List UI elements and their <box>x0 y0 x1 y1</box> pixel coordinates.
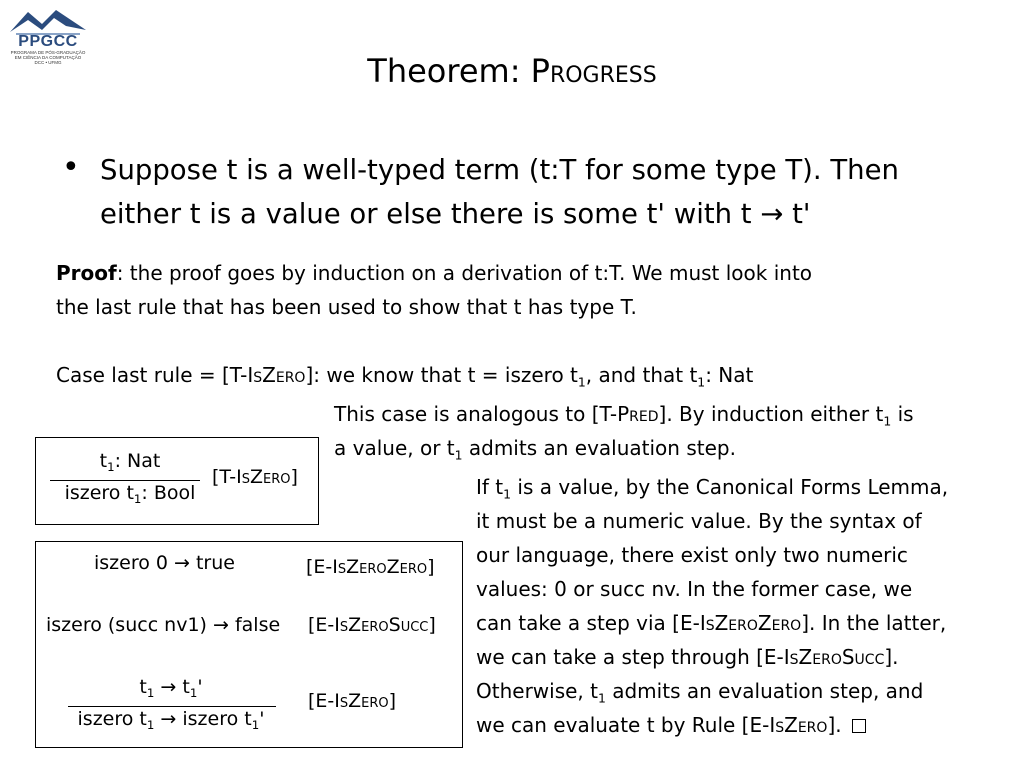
theorem-statement: Suppose t is a well-typed term (t:T for some type T). Then either t is a value or else there is some t' with t → t' <box>100 154 899 230</box>
bullet-dot: • <box>62 150 80 185</box>
eval-rule-3-line <box>68 706 276 707</box>
logo-name: PPGCC <box>18 33 78 50</box>
proof-paragraph: Proof: the proof goes by induction on a derivation of t:T. We must look into the last rule that has been used to show that t has type T. <box>56 261 813 319</box>
typing-rule-premise: $t_1$: Nat <box>99 450 161 475</box>
typing-rule-name: [T-IsZero] <box>212 466 298 488</box>
typing-rule-line <box>50 480 200 481</box>
typing-rule-conclusion: iszero $t_1$: Bool <box>64 482 196 507</box>
eval-rule-2-name: [E-IsZeroSucc] <box>308 614 436 636</box>
proof-label: Proof <box>56 261 117 285</box>
logo-subtitle: PROGRAMA DE PÓS-GRADUAÇÃO EM CIÊNCIA DA COMPUTAÇÃO DCC • UFMG <box>10 50 86 65</box>
eval-rule-3-conclusion: iszero $t_1$ → iszero $t_1'$ <box>77 708 265 733</box>
eval-rule-3-premise: $t_1 \to t_1'$ <box>139 676 203 701</box>
analogy-paragraph: This case is analogous to [T-Pred]. By induction either $t_1$ is a value, or $t_1$ admits an evaluation step. <box>334 402 914 463</box>
eval-rule-3-name: [E-IsZero] <box>308 690 397 712</box>
logo-emblem-icon <box>6 6 90 36</box>
typing-rule-box <box>35 437 319 525</box>
eval-rule-1-name: [E-IsZeroZero] <box>306 556 435 578</box>
eval-rule-2-text: iszero (succ nv1) → false <box>46 614 281 636</box>
case-paragraph: Case last rule = [T-IsZero]: we know that t = iszero $t_1$, and that $t_1$: Nat <box>56 363 754 390</box>
slide-title: Theorem: Progress <box>367 52 657 90</box>
eval-rule-1-text: iszero 0 → true <box>94 552 235 574</box>
canonical-forms-paragraph: If $t_1$ is a value, by the Canonical Forms Lemma, it must be a numeric value. By the syntax of our language, there exist only two numeric values: 0 or succ nv. In the former case, we can take a step via [E-IsZeroZero]. In the latter, we can take a step through [E-IsZeroSucc]. Otherwise, $t_1$ admits an evaluation step, and we can evaluate t by Rule [E-IsZero]. <box>476 475 949 737</box>
qed-icon <box>852 719 866 733</box>
evaluation-rules-box <box>35 541 463 748</box>
